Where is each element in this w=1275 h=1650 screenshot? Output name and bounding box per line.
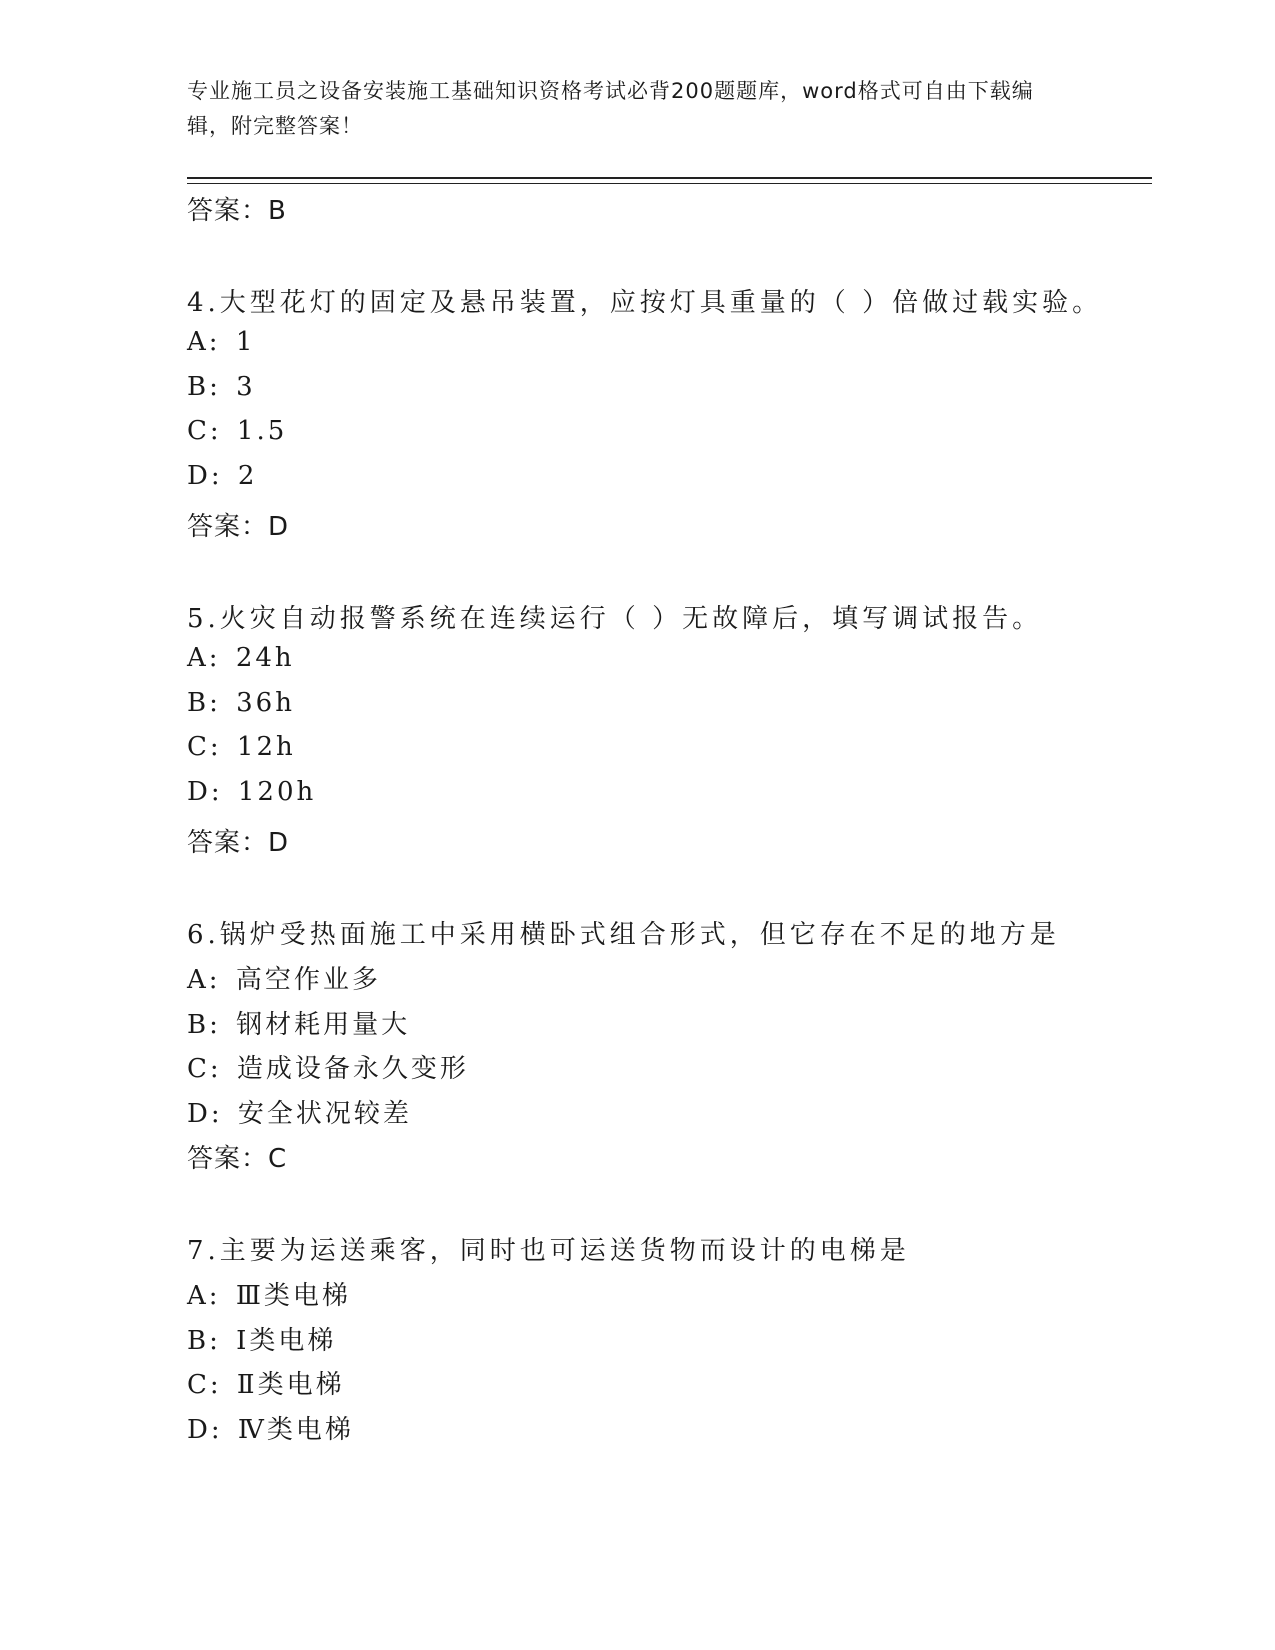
answer-prev: 答案：B	[187, 196, 287, 226]
option-label: B:	[187, 372, 221, 402]
header-rule-thin	[187, 183, 1152, 184]
option-c	[187, 732, 296, 762]
option-a	[187, 327, 255, 357]
option-b	[187, 1320, 336, 1357]
option-label: A:	[187, 965, 221, 995]
option-text: 造成设备永久变形	[236, 1054, 469, 1084]
option-c	[187, 1364, 345, 1401]
header-rule-thick	[187, 177, 1152, 179]
option-text: 12h	[236, 732, 296, 762]
option-text: 安全状况较差	[237, 1099, 412, 1129]
option-label: A:	[187, 1281, 221, 1311]
option-text: 高空作业多	[235, 965, 381, 995]
option-label: B:	[187, 1010, 221, 1040]
option-a	[187, 1275, 351, 1312]
option-text: 钢材耗用量大	[236, 1010, 411, 1040]
option-label: D:	[187, 461, 223, 491]
option-d	[187, 777, 316, 807]
option-text: Ⅰ类电梯	[236, 1326, 337, 1356]
option-label: C:	[187, 1054, 222, 1084]
option-b	[187, 372, 256, 402]
option-label: D:	[187, 1099, 223, 1129]
option-label: A:	[187, 327, 221, 357]
option-label: C:	[187, 1370, 222, 1400]
option-label: C:	[187, 732, 222, 762]
option-text: 1.5	[236, 416, 288, 446]
answer: 答案：D	[187, 828, 290, 858]
option-d	[187, 1409, 354, 1446]
option-a	[187, 643, 295, 673]
question-stem: 4.大型花灯的固定及悬吊装置，应按灯具重量的（ ）倍做过载实验。	[187, 288, 1103, 318]
question-stem: 6.锅炉受热面施工中采用横卧式组合形式，但它存在不足的地方是	[187, 920, 1060, 950]
option-d	[187, 461, 257, 491]
option-text: 36h	[236, 688, 295, 718]
option-label: B:	[187, 688, 221, 718]
option-text: Ⅱ类电梯	[236, 1370, 345, 1400]
option-text: 2	[237, 461, 258, 491]
option-label: D:	[187, 777, 223, 807]
option-b	[187, 1004, 410, 1041]
option-label: C:	[187, 416, 222, 446]
option-text: Ⅲ类电梯	[235, 1281, 351, 1311]
option-d	[187, 1093, 412, 1130]
option-c	[187, 1048, 469, 1085]
option-c	[187, 416, 287, 446]
answer: 答案：C	[187, 1144, 288, 1174]
option-text: 3	[236, 372, 256, 402]
option-text: 24h	[235, 643, 295, 673]
answer: 答案：D	[187, 512, 290, 542]
option-text: Ⅳ类电梯	[237, 1415, 354, 1445]
option-b	[187, 688, 295, 718]
question-stem: 7.主要为运送乘客，同时也可运送货物而设计的电梯是	[187, 1236, 910, 1266]
option-label: B:	[187, 1326, 221, 1356]
document-header: 专业施工员之设备安装施工基础知识资格考试必背200题题库，word格式可自由下载编辑，附完整答案！	[187, 79, 1034, 138]
option-text: 1	[235, 327, 256, 357]
option-a	[187, 959, 381, 996]
option-label: D:	[187, 1415, 223, 1445]
option-label: A:	[187, 643, 221, 673]
option-text: 120h	[237, 777, 317, 807]
question-stem: 5.火灾自动报警系统在连续运行（ ）无故障后，填写调试报告。	[187, 604, 1043, 634]
